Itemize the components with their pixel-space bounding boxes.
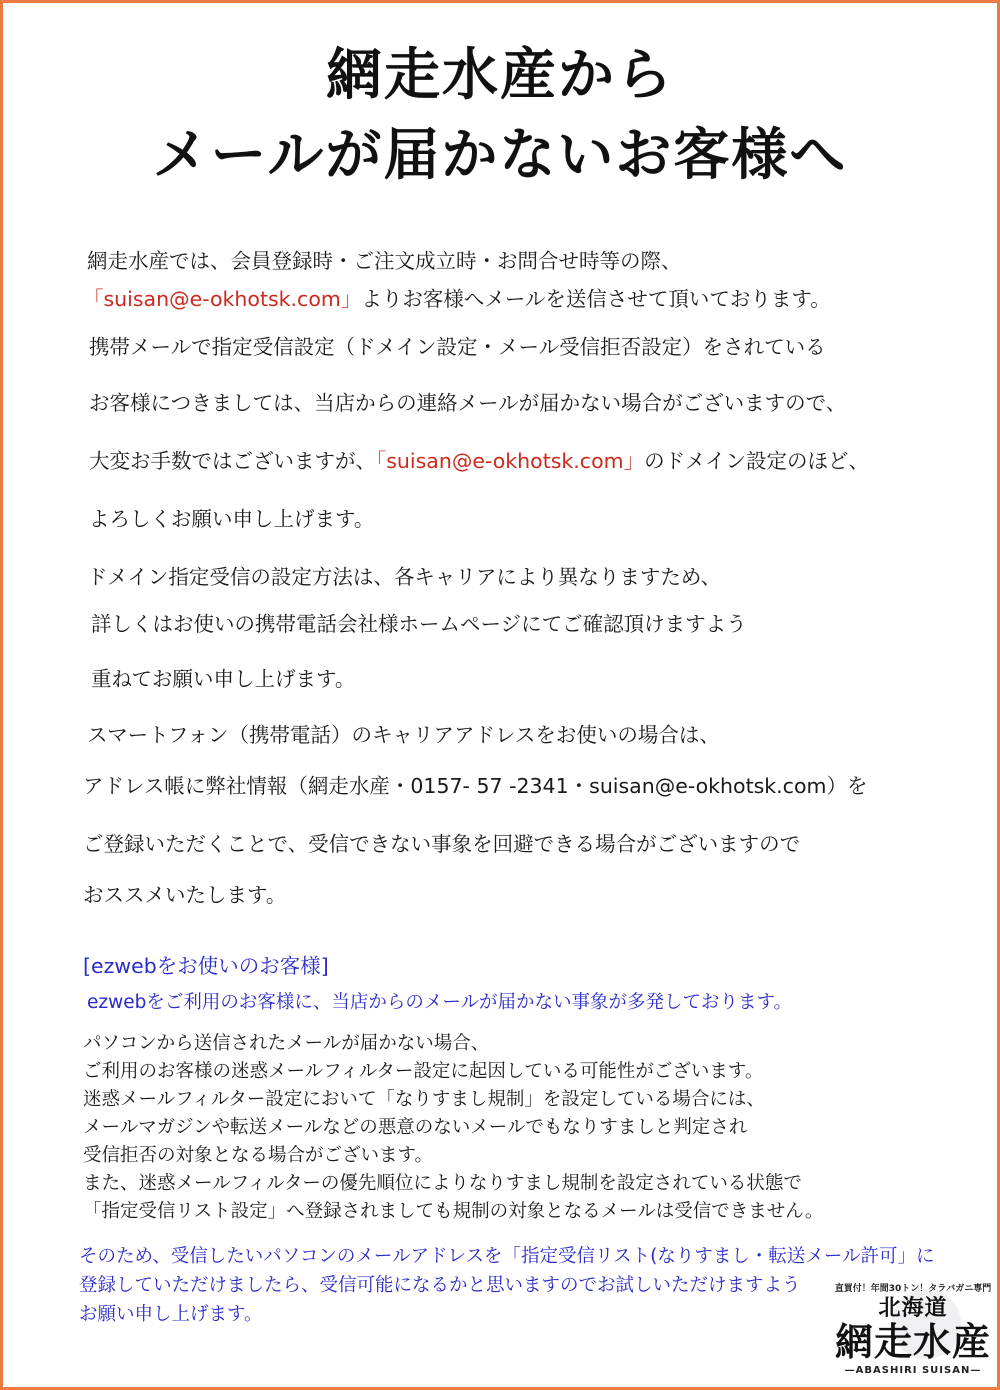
logo-tagline: 直買付！年間30トン！タラバガニ専門: [834, 1284, 992, 1294]
intro-line-5: [89, 446, 869, 476]
logo-wordmark: [833, 1295, 993, 1363]
ezweb-body-line: 受信拒否の対象となる場合がございます。: [83, 1145, 434, 1166]
smartphone-line-4: おススメいたします。: [83, 883, 287, 907]
ezweb-closing-line: 登録していただけましたら、受信可能になるかと思いますのでお試しいただけますよう: [79, 1275, 801, 1296]
intro-line-4: お客様につきましては、当店からの連絡メールが届かない場合がございますので、: [89, 391, 847, 415]
page-title-line-2: メールが届かないお客様へ: [152, 123, 848, 188]
domain-line-1: ドメイン指定受信の設定方法は、各キャリアにより異なりますため、: [87, 565, 722, 589]
intro-line-1: 網走水産では、会員登録時・ご注文成立時・お問合せ時等の際、: [87, 249, 682, 273]
domain-line-2: 詳しくはお使いの携帯電話会社様ホームページにてご確認頂けますよう: [91, 612, 747, 636]
logo-wordmark-line-1: 北海道: [878, 1295, 948, 1321]
intro-line-5-post: のドメイン設定のほど、: [644, 449, 869, 473]
ezweb-body-line: 「指定受信リスト設定」へ登録されましても規制の対象となるメールは受信できません。: [83, 1201, 824, 1222]
ezweb-closing-line: そのため、受信したいパソコンのメールアドレスを「指定受信リスト(なりすまし・転送メール許可」に: [79, 1246, 935, 1267]
intro-line-6: よろしくお願い申し上げます。: [89, 507, 375, 531]
ezweb-heading: [ezwebをお使いのお客様]: [83, 954, 329, 978]
abashiri-suisan-logo: [833, 1281, 993, 1381]
ezweb-body-line: ご利用のお客様の迷惑メールフィルター設定に起因している可能性がございます。: [83, 1061, 764, 1082]
ezweb-body-line: パソコンから送信されたメールが届かない場合、: [83, 1033, 490, 1054]
ezweb-body-line: また、迷惑メールフィルターの優先順位によりなりすまし規制を設定されている状態で: [83, 1173, 802, 1194]
intro-line-3: 携帯メールで指定受信設定（ドメイン設定・メール受信拒否設定）をされている: [89, 335, 826, 359]
ezweb-body-line: メールマガジンや転送メールなどの悪意のないメールでもなりすましと判定され: [83, 1117, 748, 1138]
domain-line-3: 重ねてお願い申し上げます。: [91, 667, 356, 691]
smartphone-line-3: ご登録いただくことで、受信できない事象を回避できる場合がございますので: [83, 832, 801, 856]
smartphone-line-1: スマートフォン（携帯電話）のキャリアアドレスをお使いの場合は、: [87, 723, 720, 747]
intro-line-5-pre: 大変お手数ではございますが、: [89, 449, 376, 473]
ezweb-notice: ezwebをご利用のお客様に、当店からのメールが届かない事象が多発しております。: [87, 992, 793, 1013]
ezweb-closing-line: お願い申し上げます。: [79, 1304, 263, 1325]
intro-line-2: [83, 284, 831, 314]
logo-romaji: —ABASHIRI SUISAN—: [844, 1365, 982, 1376]
email-address-highlight: 「suisan@e-okhotsk.com」: [376, 449, 645, 473]
page-title-line-1: 網走水産から: [326, 43, 674, 108]
ezweb-body-line: 迷惑メールフィルター設定において「なりすまし規制」を設定している場合には、: [83, 1089, 765, 1110]
smartphone-line-2: アドレス帳に弊社情報（網走水産・0157- 57 -2341・suisan@e-okhotsk.com）を: [83, 774, 868, 798]
email-address-highlight: 「suisan@e-okhotsk.com」: [83, 287, 362, 311]
intro-line-2-text: よりお客様へメールを送信させて頂いております。: [361, 287, 831, 311]
logo-wordmark-line-2: 網走水産: [834, 1319, 991, 1364]
